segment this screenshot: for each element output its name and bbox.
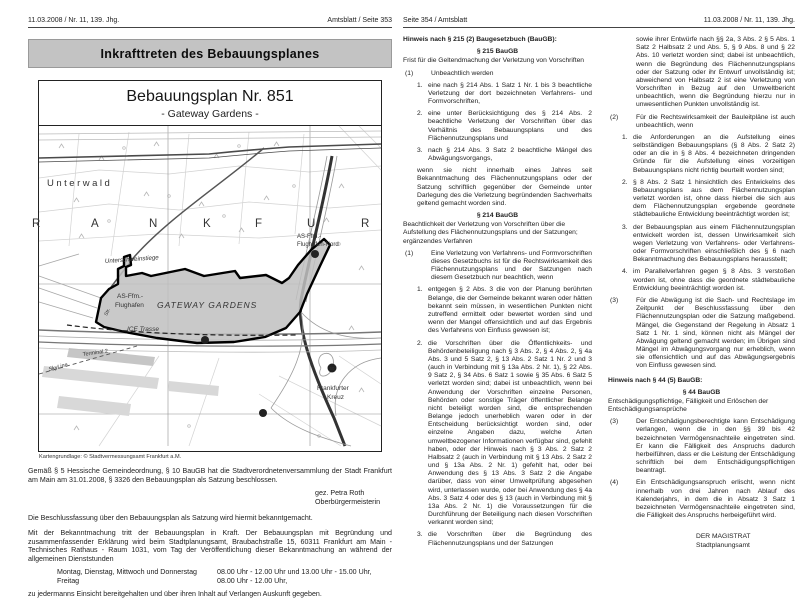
list-number: 3.	[622, 223, 628, 231]
notice-title: Inkrafttreten des Bebauungsplanes	[28, 39, 392, 68]
svg-text:R: R	[361, 218, 370, 230]
list-text: § 8 Abs. 2 Satz 1 hinsichtlich des Entwickelns des Bebauungsplans aus dem Flächennutzungsplan verletzt worden ist, ohne dass hierbei die sich aus dem Flächennutzungsplan ergebende geordnete städtebauliche Entwicklung beeinträchtigt worden ist;	[633, 178, 795, 219]
hours-days: Montag, Dienstag, Mittwoch und Donnerstag	[57, 568, 197, 577]
list-item	[417, 286, 592, 335]
paragraph-215-1	[403, 70, 592, 78]
map-frame	[32, 80, 382, 452]
heading-214: § 214 BauGB	[476, 212, 519, 220]
magistrat-line-2: Stadtplanungsamt	[696, 541, 750, 549]
office-hours-row	[57, 577, 392, 586]
list-number: 2.	[417, 110, 423, 118]
paragraph-text: Unbeachtlich werden	[431, 69, 494, 77]
map-label-as-ffm-1: AS-Ffm.-	[117, 293, 143, 300]
map-title: Bebauungsplan Nr. 851	[126, 88, 294, 105]
paragraph-214-2	[608, 114, 795, 130]
map-label-gateway-gardens: GATEWAY GARDENS	[157, 300, 258, 310]
signature-title: Oberbürgermeisterin	[315, 497, 381, 506]
signature-block	[315, 489, 392, 507]
map-label-as-nord-2: Flughafen-Nord	[297, 242, 339, 248]
list-number: 1.	[417, 286, 423, 294]
list-number: 3.	[417, 531, 423, 539]
map-label-skyline: SkyLine	[47, 362, 69, 373]
subheading-44: Entschädigungspflichtige, Fälligkeit und Erlöschen der Entschädigungsansprüche	[608, 397, 769, 414]
railway-lines	[39, 131, 381, 162]
list-item	[417, 147, 592, 163]
map-label-terminal-2: Terminal 2	[82, 348, 109, 358]
paragraph-215-tail: wenn sie nicht innerhalb eines Jahres seit Bekanntmachung des Flächennutzungsplans oder der Satzung schriftlich gegenüber der Gemeinde unter Darlegung des die Verletzung begründenden Sachverhalts geltend gemacht worden sind.	[417, 167, 592, 207]
svg-text:K: K	[203, 218, 211, 230]
hours-times: 08.00 Uhr - 12.00 Uhr und 13.00 Uhr - 15.00 Uhr,	[217, 568, 372, 577]
map-subtitle: - Gateway Gardens -	[39, 106, 381, 126]
airport-buildings	[42, 366, 219, 416]
list-text: im Parallelverfahren gegen § 8 Abs. 3 verstoßen worden ist, ohne dass die geordnete städtebauliche Entwicklung beeinträchtigt worden ist.	[633, 268, 795, 292]
list-number: 2.	[417, 339, 423, 347]
list-text: eine nach § 214 Abs. 1 Satz 1 Nr. 1 bis 3 beachtliche Verletzung der dort bezeichneten Verfahrens- und Formvorschriften,	[428, 81, 592, 106]
paragraph-text: Der Entschädigungsberechtigte kann Entschädigung verlangen, wenn die in den §§ 39 bis 42 bezeichneten Vermögensnachteile eingetreten sind. Er kann die Fälligkeit des Anspruchs dadurch herbeiführen, dass er die Leistung der Entschädigung schriftlich bei dem Entschädigungspflichtigen beantragt.	[636, 418, 795, 475]
page-right	[403, 0, 795, 549]
list-item	[622, 134, 795, 175]
list-item	[622, 224, 795, 265]
paragraph-number: (3)	[610, 418, 619, 426]
svg-text:A: A	[91, 218, 99, 230]
list-item	[417, 82, 592, 107]
list-text: die Anforderungen an die Aufstellung eines selbständigen Bebauungsplans (§ 8 Abs. 2 Satz 2) oder an die in § 8 Abs. 4 bezeichneten dringenden Gründe für die Aufstellung eines vorzeitigen Bebauungsplans nicht richtig beurteilt worden sind;	[633, 133, 795, 174]
header-date: 11.03.2008 / Nr. 11, 139. Jhg.	[28, 17, 120, 24]
paragraph-number: (2)	[610, 113, 619, 121]
map-label-frankfurter-kreuz-2: Kreuz	[327, 394, 344, 401]
list-item	[417, 531, 592, 547]
header-page-number: Seite 354 / Amtsblatt	[403, 17, 468, 24]
paragraph-closing: zu jedermanns Einsicht bereitgehalten und über ihren Inhalt auf Verlangen Auskunft gegeben.	[28, 589, 322, 598]
map-caption: Kartengrundlage: © Stadtvermessungsamt Frankfurt a.M.	[39, 454, 182, 460]
list-item	[417, 340, 592, 528]
paragraph-number: (4)	[610, 479, 619, 487]
paragraph-214-continuation: sowie ihrer Entwürfe nach §§ 2a, 3 Abs. 2 § 5 Abs. 1 Satz 2 Halbsatz 2 und Abs. 5, § 9 Abs. 8 und § 22 Abs. 10 verletzt worden sind; dabei ist unbeachtlich, wenn die Begründung des Flächennutzungsplans oder der Satzung oder ihr Entwurf unvollständig ist; abweichend von Halbsatz 2 ist eine Verletzung von Vorschriften in Bezug auf den Umweltbericht unbeachtlich, wenn die Begründung hierzu nur in unwesentlichen Punkten unvollständig ist.	[636, 36, 795, 109]
paragraph-214-1	[403, 250, 592, 283]
text-column-1	[403, 36, 592, 552]
list-text: eine unter Berücksichtigung des § 214 Abs. 2 beachtliche Verletzung der Vorschriften über das Verhältnis des Bebauungsplans und des Flächennutzungsplans und	[428, 110, 592, 142]
subheading-215: Frist für die Geltendmachung der Verletzung von Vorschriften	[403, 57, 585, 65]
paragraph-text: Für die Rechtswirksamkeit der Bauleitpläne ist auch unbeachtlich, wenn	[636, 113, 795, 129]
list-text: entgegen § 2 Abs. 3 die von der Planung berührten Belange, die der Gemeinde bekannt waren oder hätten bekannt sein müssen, in wesentlichen Punkten nicht zutreffend ermittelt oder bewertet worden sind und wenn der Mangel offensichtlich und auf das Ergebnis des Verfahrens von Einfluss gewesen ist;	[428, 286, 592, 335]
paragraph-214-3	[608, 297, 795, 371]
paragraph-number: (3)	[610, 296, 619, 304]
list-number: 4.	[622, 268, 628, 276]
map-label-frankfurter-kreuz-1: Frankfurter	[317, 385, 349, 392]
list-item	[417, 110, 592, 143]
heading-215-hinweis: Hinweis nach § 215 (2) Baugesetzbuch (BauGB):	[403, 36, 557, 43]
paragraph-number: (1)	[405, 69, 414, 77]
map-label-as-ffm-2: Flughafen	[115, 302, 144, 309]
list-item	[622, 179, 795, 220]
map-label-as-nord-1: AS-Ffm.-	[297, 234, 321, 240]
paragraph-text: Ein Entschädigungsanspruch erlischt, wenn nicht innerhalb von drei Jahren nach Ablauf des Kalenderjahrs, in dem die in Absatz 3 Satz 1 bezeichneten Vermögensnachteile eingetreten sind, die Fälligkeit des Anspruchs herbeigeführt wird.	[636, 479, 795, 520]
map-label-str: Str.	[103, 307, 112, 317]
list-text: die Vorschriften über die Öffentlichkeits- und Behördenbeteiligung nach § 3 Abs. 2, § 4 Abs. 2, § 4a Abs. 3 und 5 Satz 2, § 13 Abs. 2 Satz 1 Nr. 2 und 3 (auch in Verbindung mit § 13a Abs. 2 Nr. 1), § 22 Abs. 9 Satz 2, § 34 Abs. 6 Satz 1 sowie § 35 Abs. 6 Satz 5 verletzt worden sind; dabei ist unbeachtlich, wenn bei Anwendung der Vorschriften einzelne Personen, Behörden oder sonstige Träger öffentlicher Belange nicht beteiligt worden sind, die entsprechenden Belange jedoch unerheblich waren oder in der Entscheidung berücksichtigt worden sind, oder einzelne Angaben dazu, welche Arten umweltbezogener Informationen verfügbar sind, gefehlt haben, oder der Hinweis nach § 3 Abs. 2 Satz 2 Halbsatz 2 (auch in Verbindung mit § 13 Abs. 2 Satz 2 und § 13a Abs. 2 Nr. 1) gefehlt hat, oder bei Anwendung des § 13 Abs. 3 Satz 2 die Angabe darüber, dass von einer Umweltprüfung abgesehen wird, unterlassen wurde, oder bei Anwendung des § 4a Abs. 3 Satz 4 oder des § 13 (auch in Verbindung mit § 13a Abs. 2 Nr. 1) die Voraussetzungen für die Durchführung der Beteiligung nach diesen Vorschriften verkannt worden sind;	[428, 339, 592, 527]
list-number: 2.	[622, 178, 628, 186]
map-label-ice-trasse: ICE Trasse	[127, 326, 160, 333]
svg-text:U: U	[307, 218, 316, 230]
list-item	[622, 268, 795, 293]
paragraph-number: (1)	[405, 249, 414, 257]
office-hours	[57, 568, 392, 585]
list-text: der Bebauungsplan aus einem Flächennutzungsplan entwickelt worden ist, dessen Unwirksamkeit sich wegen Verletzung von Verfahrens- oder Verfahrens- oder Formvorschriften einschließlich des § 6 nach Bekanntmachung des Bebauungsplans herausstellt;	[633, 223, 795, 264]
paragraph-resolution: Gemäß § 5 Hessische Gemeindeordnung, § 10 BauGB hat die Stadtverordnetenversammlung der Stadt Frankfurt am Main am 31.01.2008, § 3326 den Bebauungsplan als Satzung beschlossen.	[28, 467, 392, 484]
list-text: die Vorschriften über die Begründung des Flächennutzungsplans und der Satzungen	[428, 531, 592, 547]
office-hours-row	[57, 568, 392, 577]
paragraph-announcement: Die Beschlussfassung über den Bebauungsplan als Satzung wird hiermit bekanntgemacht.	[28, 513, 313, 522]
paragraph-44-4	[608, 479, 795, 520]
page-left	[28, 0, 392, 598]
hours-times: 08.00 Uhr - 12.00 Uhr,	[217, 576, 288, 585]
text-column-2	[608, 36, 795, 551]
svg-text:F: F	[255, 218, 263, 230]
page-header	[28, 17, 392, 28]
magistrat-line-1: DER MAGISTRAT	[696, 533, 751, 541]
access-roads	[39, 254, 101, 318]
header-page-number: Amtsblatt / Seite 353	[327, 17, 392, 24]
paragraph-effect: Mit der Bekanntmachung tritt der Bebauungsplan in Kraft. Der Bebauungsplan mit Begründung und zusammenfassender Erklärung wird beim Stadtplanungsamt, Braubachstraße 15, 60311 Frankfurt am Main - Technisches Rathaus - Raum 1031, vom Tag der Veröffentlichung dieser Bekanntmachung an während der allgemeinen Dienststunden	[28, 529, 392, 563]
junction-50-icon: 50	[329, 366, 335, 371]
svg-text:R: R	[32, 218, 41, 230]
svg-text:N: N	[149, 218, 158, 230]
magistrat-signature	[696, 533, 795, 550]
list-text: nach § 214 Abs. 3 Satz 2 beachtliche Mängel des Abwägungsvorgangs,	[428, 146, 592, 163]
paragraph-44-3	[608, 418, 795, 475]
heading-44: § 44 BauGB	[682, 388, 721, 396]
list-number: 1.	[417, 81, 423, 89]
signature-name: gez. Petra Roth	[315, 489, 365, 497]
site-plan-map	[32, 126, 381, 446]
list-number: 1.	[622, 133, 628, 141]
heading-215: § 215 BauGB	[476, 48, 519, 56]
map-label-unterwald: Unterwald	[47, 178, 113, 189]
header-date: 11.03.2008 / Nr. 11, 139. Jhg.	[703, 17, 795, 24]
paragraph-text: Für die Abwägung ist die Sach- und Rechtslage im Zeitpunkt der Beschlussfassung über den Flächennutzungsplan oder die Satzung maßgebend. Mängel, die Gegenstand der Regelung in Absatz 1 Satz 1 Nr. 1 sind, können nicht als Mängel der Abwägung geltend gemacht werden; im Übrigen sind Mängel im Abwägungsvorgang nur erheblich, wenn sie offensichtlich und auf das Abwägungsergebnis von Einfluss gewesen sind.	[636, 296, 795, 370]
list-number: 3.	[417, 146, 423, 154]
hours-days: Freitag	[57, 576, 80, 585]
heading-44-hinweis: Hinweis nach § 44 (5) BauGB:	[608, 376, 703, 384]
paragraph-text: Eine Verletzung von Verfahrens- und Formvorschriften dieses Gesetzbuchs ist für die Rechtswirksamkeit des Flächennutzungsplans und der Satzungen nach diesem Gesetzbuch nur beachtlich, wenn	[431, 249, 592, 282]
page-header	[403, 17, 795, 28]
map-label-unterschweinstiege: Unterschweinstiege	[104, 254, 160, 265]
subheading-214: Beachtlichkeit der Verletzung von Vorschriften über die Aufstellung des Flächennutzungsplans und der Satzungen; ergänzendes Verfahren	[403, 221, 578, 245]
